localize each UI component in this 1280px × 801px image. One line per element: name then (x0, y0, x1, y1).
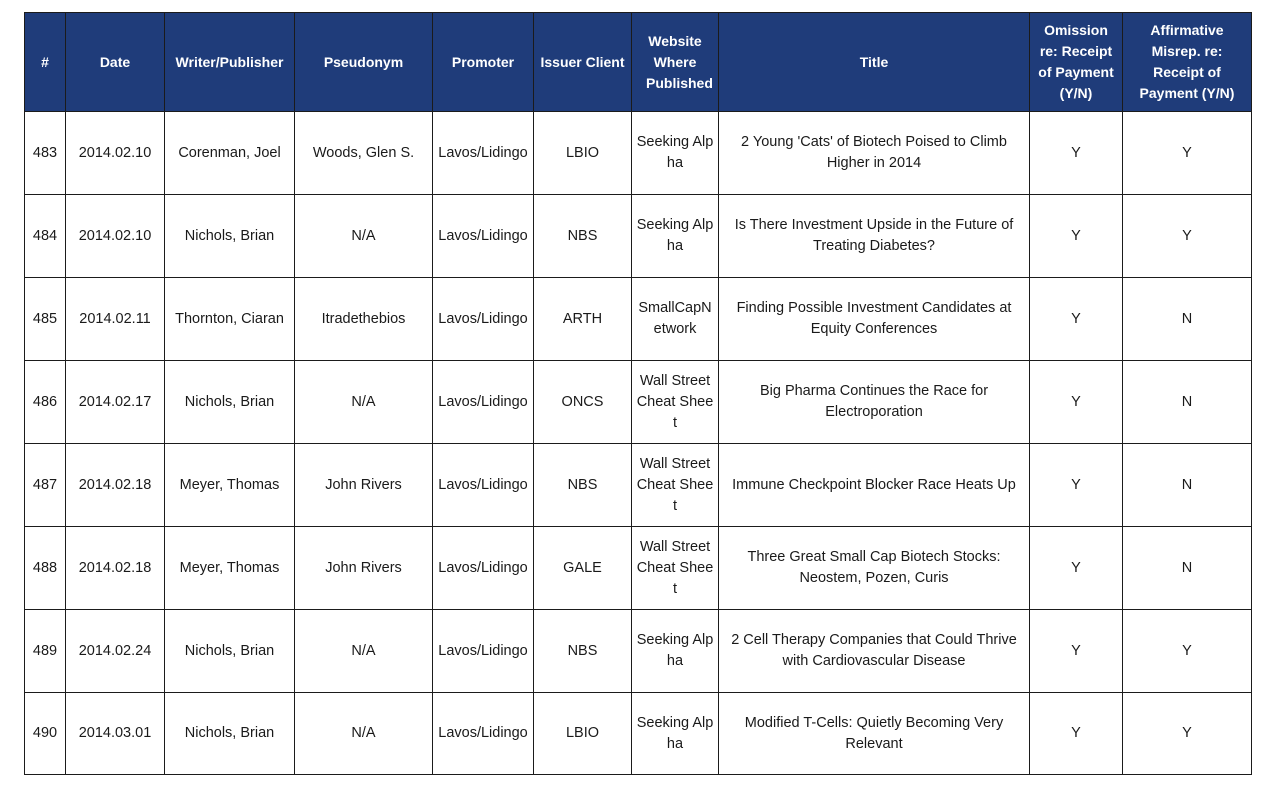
cell-number: 484 (25, 195, 66, 278)
table-row (25, 527, 1252, 610)
cell-date: 2014.03.01 (66, 693, 165, 775)
cell-promoter: Lavos/Lidingo (433, 527, 534, 610)
cell-omission: Y (1030, 610, 1123, 693)
table-row (25, 195, 1252, 278)
cell-misrep: Y (1123, 693, 1252, 775)
cell-number: 487 (25, 444, 66, 527)
header-issuer: Issuer Client (534, 13, 632, 112)
cell-website: SmallCapNetwork (632, 278, 719, 361)
cell-title: Three Great Small Cap Biotech Stocks: Neostem, Pozen, Curis (719, 527, 1030, 610)
cell-date: 2014.02.17 (66, 361, 165, 444)
cell-writer: Nichols, Brian (165, 693, 295, 775)
cell-misrep: Y (1123, 112, 1252, 195)
promotions-table (24, 12, 1252, 775)
cell-pseudonym: N/A (295, 361, 433, 444)
cell-title: Finding Possible Investment Candidates at Equity Conferences (719, 278, 1030, 361)
cell-date: 2014.02.11 (66, 278, 165, 361)
cell-issuer: NBS (534, 610, 632, 693)
cell-issuer: GALE (534, 527, 632, 610)
cell-omission: Y (1030, 278, 1123, 361)
cell-pseudonym: Woods, Glen S. (295, 112, 433, 195)
cell-number: 483 (25, 112, 66, 195)
cell-number: 489 (25, 610, 66, 693)
cell-pseudonym: John Rivers (295, 444, 433, 527)
cell-title: Big Pharma Continues the Race for Electroporation (719, 361, 1030, 444)
cell-omission: Y (1030, 693, 1123, 775)
cell-omission: Y (1030, 112, 1123, 195)
cell-date: 2014.02.24 (66, 610, 165, 693)
cell-title: Immune Checkpoint Blocker Race Heats Up (719, 444, 1030, 527)
cell-issuer: LBIO (534, 693, 632, 775)
header-omission: Omission re: Receipt of Payment (Y/N) (1030, 13, 1123, 112)
header-row (25, 13, 1252, 112)
cell-misrep: N (1123, 527, 1252, 610)
cell-issuer: ARTH (534, 278, 632, 361)
cell-website: Wall Street Cheat Sheet (632, 527, 719, 610)
cell-website: Seeking Alpha (632, 195, 719, 278)
cell-pseudonym: N/A (295, 610, 433, 693)
header-writer: Writer/Publisher (165, 13, 295, 112)
header-misrep: Affirmative Misrep. re: Receipt of Payment (Y/N) (1123, 13, 1252, 112)
cell-writer: Nichols, Brian (165, 195, 295, 278)
cell-misrep: Y (1123, 610, 1252, 693)
cell-misrep: N (1123, 444, 1252, 527)
cell-omission: Y (1030, 361, 1123, 444)
cell-omission: Y (1030, 195, 1123, 278)
cell-promoter: Lavos/Lidingo (433, 278, 534, 361)
cell-writer: Meyer, Thomas (165, 444, 295, 527)
header-website: Website Where Published (632, 13, 719, 112)
cell-website: Seeking Alpha (632, 610, 719, 693)
cell-omission: Y (1030, 444, 1123, 527)
header-pseudonym: Pseudonym (295, 13, 433, 112)
cell-issuer: ONCS (534, 361, 632, 444)
cell-writer: Corenman, Joel (165, 112, 295, 195)
table-row (25, 112, 1252, 195)
cell-issuer: NBS (534, 195, 632, 278)
cell-date: 2014.02.10 (66, 195, 165, 278)
cell-writer: Thornton, Ciaran (165, 278, 295, 361)
cell-issuer: NBS (534, 444, 632, 527)
header-number: # (25, 13, 66, 112)
table-header (25, 13, 1252, 112)
header-title: Title (719, 13, 1030, 112)
cell-website: Wall Street Cheat Sheet (632, 444, 719, 527)
cell-date: 2014.02.18 (66, 444, 165, 527)
cell-promoter: Lavos/Lidingo (433, 112, 534, 195)
cell-pseudonym: N/A (295, 195, 433, 278)
cell-writer: Nichols, Brian (165, 361, 295, 444)
table-row (25, 693, 1252, 775)
cell-title: Modified T-Cells: Quietly Becoming Very Relevant (719, 693, 1030, 775)
cell-number: 485 (25, 278, 66, 361)
header-date: Date (66, 13, 165, 112)
cell-promoter: Lavos/Lidingo (433, 444, 534, 527)
cell-website: Seeking Alpha (632, 693, 719, 775)
cell-promoter: Lavos/Lidingo (433, 361, 534, 444)
cell-promoter: Lavos/Lidingo (433, 195, 534, 278)
cell-date: 2014.02.18 (66, 527, 165, 610)
cell-promoter: Lavos/Lidingo (433, 693, 534, 775)
cell-website: Seeking Alpha (632, 112, 719, 195)
cell-number: 488 (25, 527, 66, 610)
table-body (25, 112, 1252, 775)
cell-website: Wall Street Cheat Sheet (632, 361, 719, 444)
cell-number: 490 (25, 693, 66, 775)
cell-title: 2 Young 'Cats' of Biotech Poised to Climb Higher in 2014 (719, 112, 1030, 195)
cell-omission: Y (1030, 527, 1123, 610)
cell-title: Is There Investment Upside in the Future of Treating Diabetes? (719, 195, 1030, 278)
cell-date: 2014.02.10 (66, 112, 165, 195)
table-row (25, 278, 1252, 361)
cell-writer: Meyer, Thomas (165, 527, 295, 610)
table-row (25, 610, 1252, 693)
cell-misrep: Y (1123, 195, 1252, 278)
cell-misrep: N (1123, 361, 1252, 444)
cell-writer: Nichols, Brian (165, 610, 295, 693)
cell-misrep: N (1123, 278, 1252, 361)
table-row (25, 444, 1252, 527)
table-row (25, 361, 1252, 444)
cell-pseudonym: N/A (295, 693, 433, 775)
cell-issuer: LBIO (534, 112, 632, 195)
cell-pseudonym: John Rivers (295, 527, 433, 610)
cell-number: 486 (25, 361, 66, 444)
header-promoter: Promoter (433, 13, 534, 112)
cell-title: 2 Cell Therapy Companies that Could Thrive with Cardiovascular Disease (719, 610, 1030, 693)
cell-promoter: Lavos/Lidingo (433, 610, 534, 693)
cell-pseudonym: Itradethebios (295, 278, 433, 361)
